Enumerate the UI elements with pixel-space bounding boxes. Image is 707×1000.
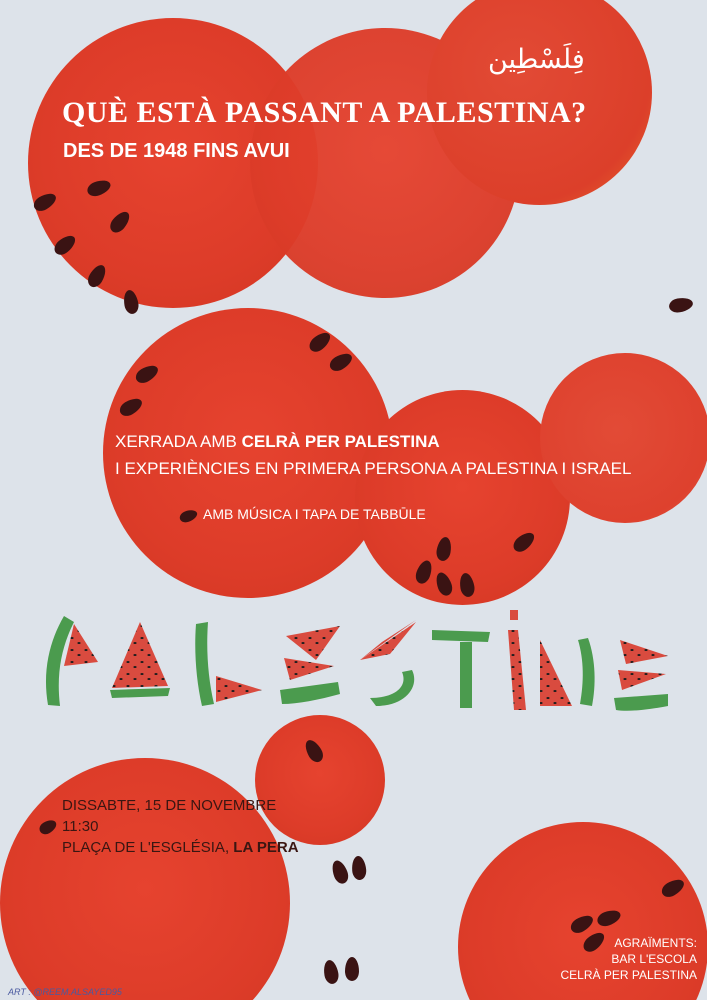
seed [668,296,694,314]
logo-letter-a [110,622,170,698]
event-town: LA PERA [233,839,299,856]
event-time: 11:30 [62,818,99,835]
logo-letter-n [540,638,595,706]
page-title: QUÈ ESTÀ PASSANT A PALESTINA? [62,96,587,129]
event-place [62,839,299,856]
seed [345,957,359,981]
seed [329,858,350,885]
talk-line-1 [115,432,440,452]
art-credit: ART : @REEM.ALSAYED95 [8,987,122,997]
logo-letter-e2 [614,640,668,711]
circle-right-edge [540,353,707,523]
thanks-line-2: CELRÀ PER PALESTINA [560,968,697,982]
palestine-logo [40,610,670,720]
thanks-line-1: BAR L'ESCOLA [611,952,697,966]
arabic-word: فِلَسْطِين [488,44,585,75]
seed [322,959,340,985]
logo-letter-e [280,626,340,704]
talk-line-2: I EXPERIÈNCIES EN PRIMERA PERSONA A PALESTINA I ISRAEL [115,459,632,478]
logo-letter-t [432,630,490,708]
event-date: DISSABTE, 15 DE NOVEMBRE [62,797,277,814]
thanks-block [561,935,698,983]
logo-letter-i [508,610,526,710]
page-subtitle: DES DE 1948 FINS AVUI [63,140,290,162]
circle-bottom-small [255,715,385,845]
seed [351,855,367,880]
logo-letter-l [195,622,262,706]
circle-bottom-left [0,758,290,1000]
logo-letter-p [46,616,98,706]
circle-middle-left [103,308,393,598]
logo-letter-s [360,620,416,706]
event-place-prefix: PLAÇA DE L'ESGLÉSIA, [62,839,234,856]
music-note: AMB MÚSICA I TAPA DE TABBŪLE [203,506,426,522]
talk-organizer: CELRÀ PER PALESTINA [241,432,440,451]
thanks-heading: AGRAÏMENTS: [614,936,697,950]
talk-line-1-prefix: XERRADA AMB [115,432,242,451]
